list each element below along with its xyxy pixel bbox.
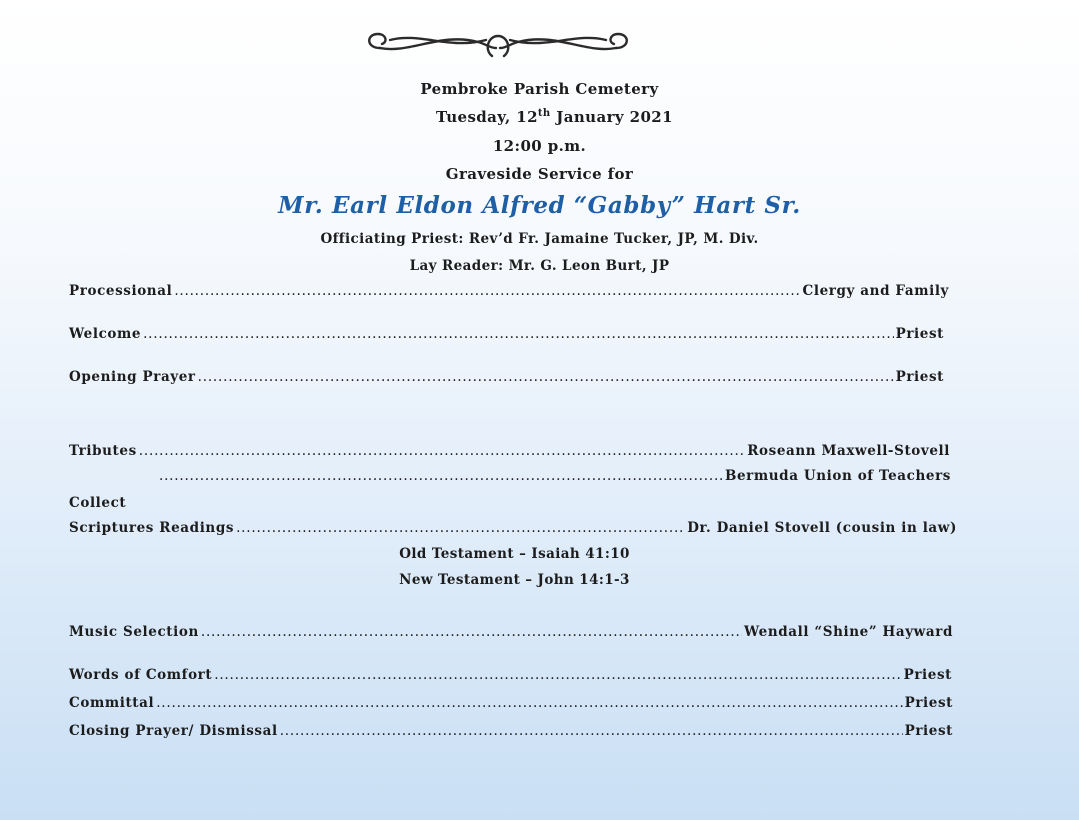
- dot-leader: [174, 283, 800, 299]
- item-value: Roseann Maxwell-Stovell: [747, 443, 950, 459]
- item-value: Priest: [895, 326, 944, 342]
- dot-leader: [236, 520, 685, 536]
- dot-leader: [214, 667, 901, 683]
- dot-leader: [198, 369, 894, 385]
- lay-reader-line: Lay Reader: Mr. G. Leon Burt, JP: [409, 258, 670, 274]
- item-label: Words of Comfort: [69, 667, 213, 683]
- program-item-scriptures: [69, 520, 957, 536]
- item-value: Priest: [904, 723, 953, 739]
- program-item-tributes: [69, 443, 950, 459]
- item-value: Clergy and Family: [802, 283, 949, 299]
- date-rest: January 2021: [550, 108, 673, 126]
- item-value: Dr. Daniel Stovell (cousin in law): [687, 520, 957, 536]
- service-line: Graveside Service for: [445, 165, 634, 183]
- program-item-music: [69, 624, 953, 640]
- honoree-name: Mr. Earl Eldon Alfred “Gabby” Hart Sr.: [278, 192, 801, 219]
- item-label: Closing Prayer/ Dismissal: [69, 723, 278, 739]
- program-item-welcome: [69, 326, 944, 342]
- program-item-closing-prayer: [69, 723, 953, 739]
- item-value: Wendall “Shine” Hayward: [743, 624, 953, 640]
- item-value: Priest: [895, 369, 944, 385]
- new-testament-reading: New Testament – John 14:1-3: [399, 572, 630, 588]
- program-item-words-of-comfort: [69, 667, 952, 683]
- time-line: 12:00 p.m.: [492, 137, 587, 155]
- date-suffix: th: [537, 108, 551, 119]
- program-item-collect: Collect: [69, 495, 127, 511]
- item-value: Priest: [904, 695, 953, 711]
- program-item-processional: [69, 283, 949, 299]
- program-item-committal: [69, 695, 953, 711]
- item-label: Welcome: [69, 326, 142, 342]
- item-label: Committal: [69, 695, 155, 711]
- item-label: Music Selection: [69, 624, 199, 640]
- item-label: Opening Prayer: [69, 369, 196, 385]
- dot-leader: [201, 624, 742, 640]
- item-label: Tributes: [69, 443, 137, 459]
- program-item-tributes-2: [157, 468, 951, 484]
- dot-leader: [159, 468, 723, 484]
- dot-leader: [143, 326, 894, 342]
- date-day: Tuesday, 12: [436, 108, 538, 126]
- scroll-ornament-icon: [360, 26, 636, 62]
- dot-leader: [156, 695, 902, 711]
- venue-line: Pembroke Parish Cemetery: [420, 80, 659, 98]
- item-label: Scriptures Readings: [69, 520, 235, 536]
- date-line: [0, 108, 1079, 126]
- old-testament-reading: Old Testament – Isaiah 41:10: [399, 546, 630, 562]
- item-value: Bermuda Union of Teachers: [724, 468, 951, 484]
- item-label: Processional: [69, 283, 173, 299]
- officiant-line: Officiating Priest: Rev’d Fr. Jamaine Tucker, JP, M. Div.: [320, 231, 759, 247]
- program-item-opening-prayer: [69, 369, 944, 385]
- dot-leader: [280, 723, 903, 739]
- item-value: Priest: [903, 667, 952, 683]
- dot-leader: [139, 443, 745, 459]
